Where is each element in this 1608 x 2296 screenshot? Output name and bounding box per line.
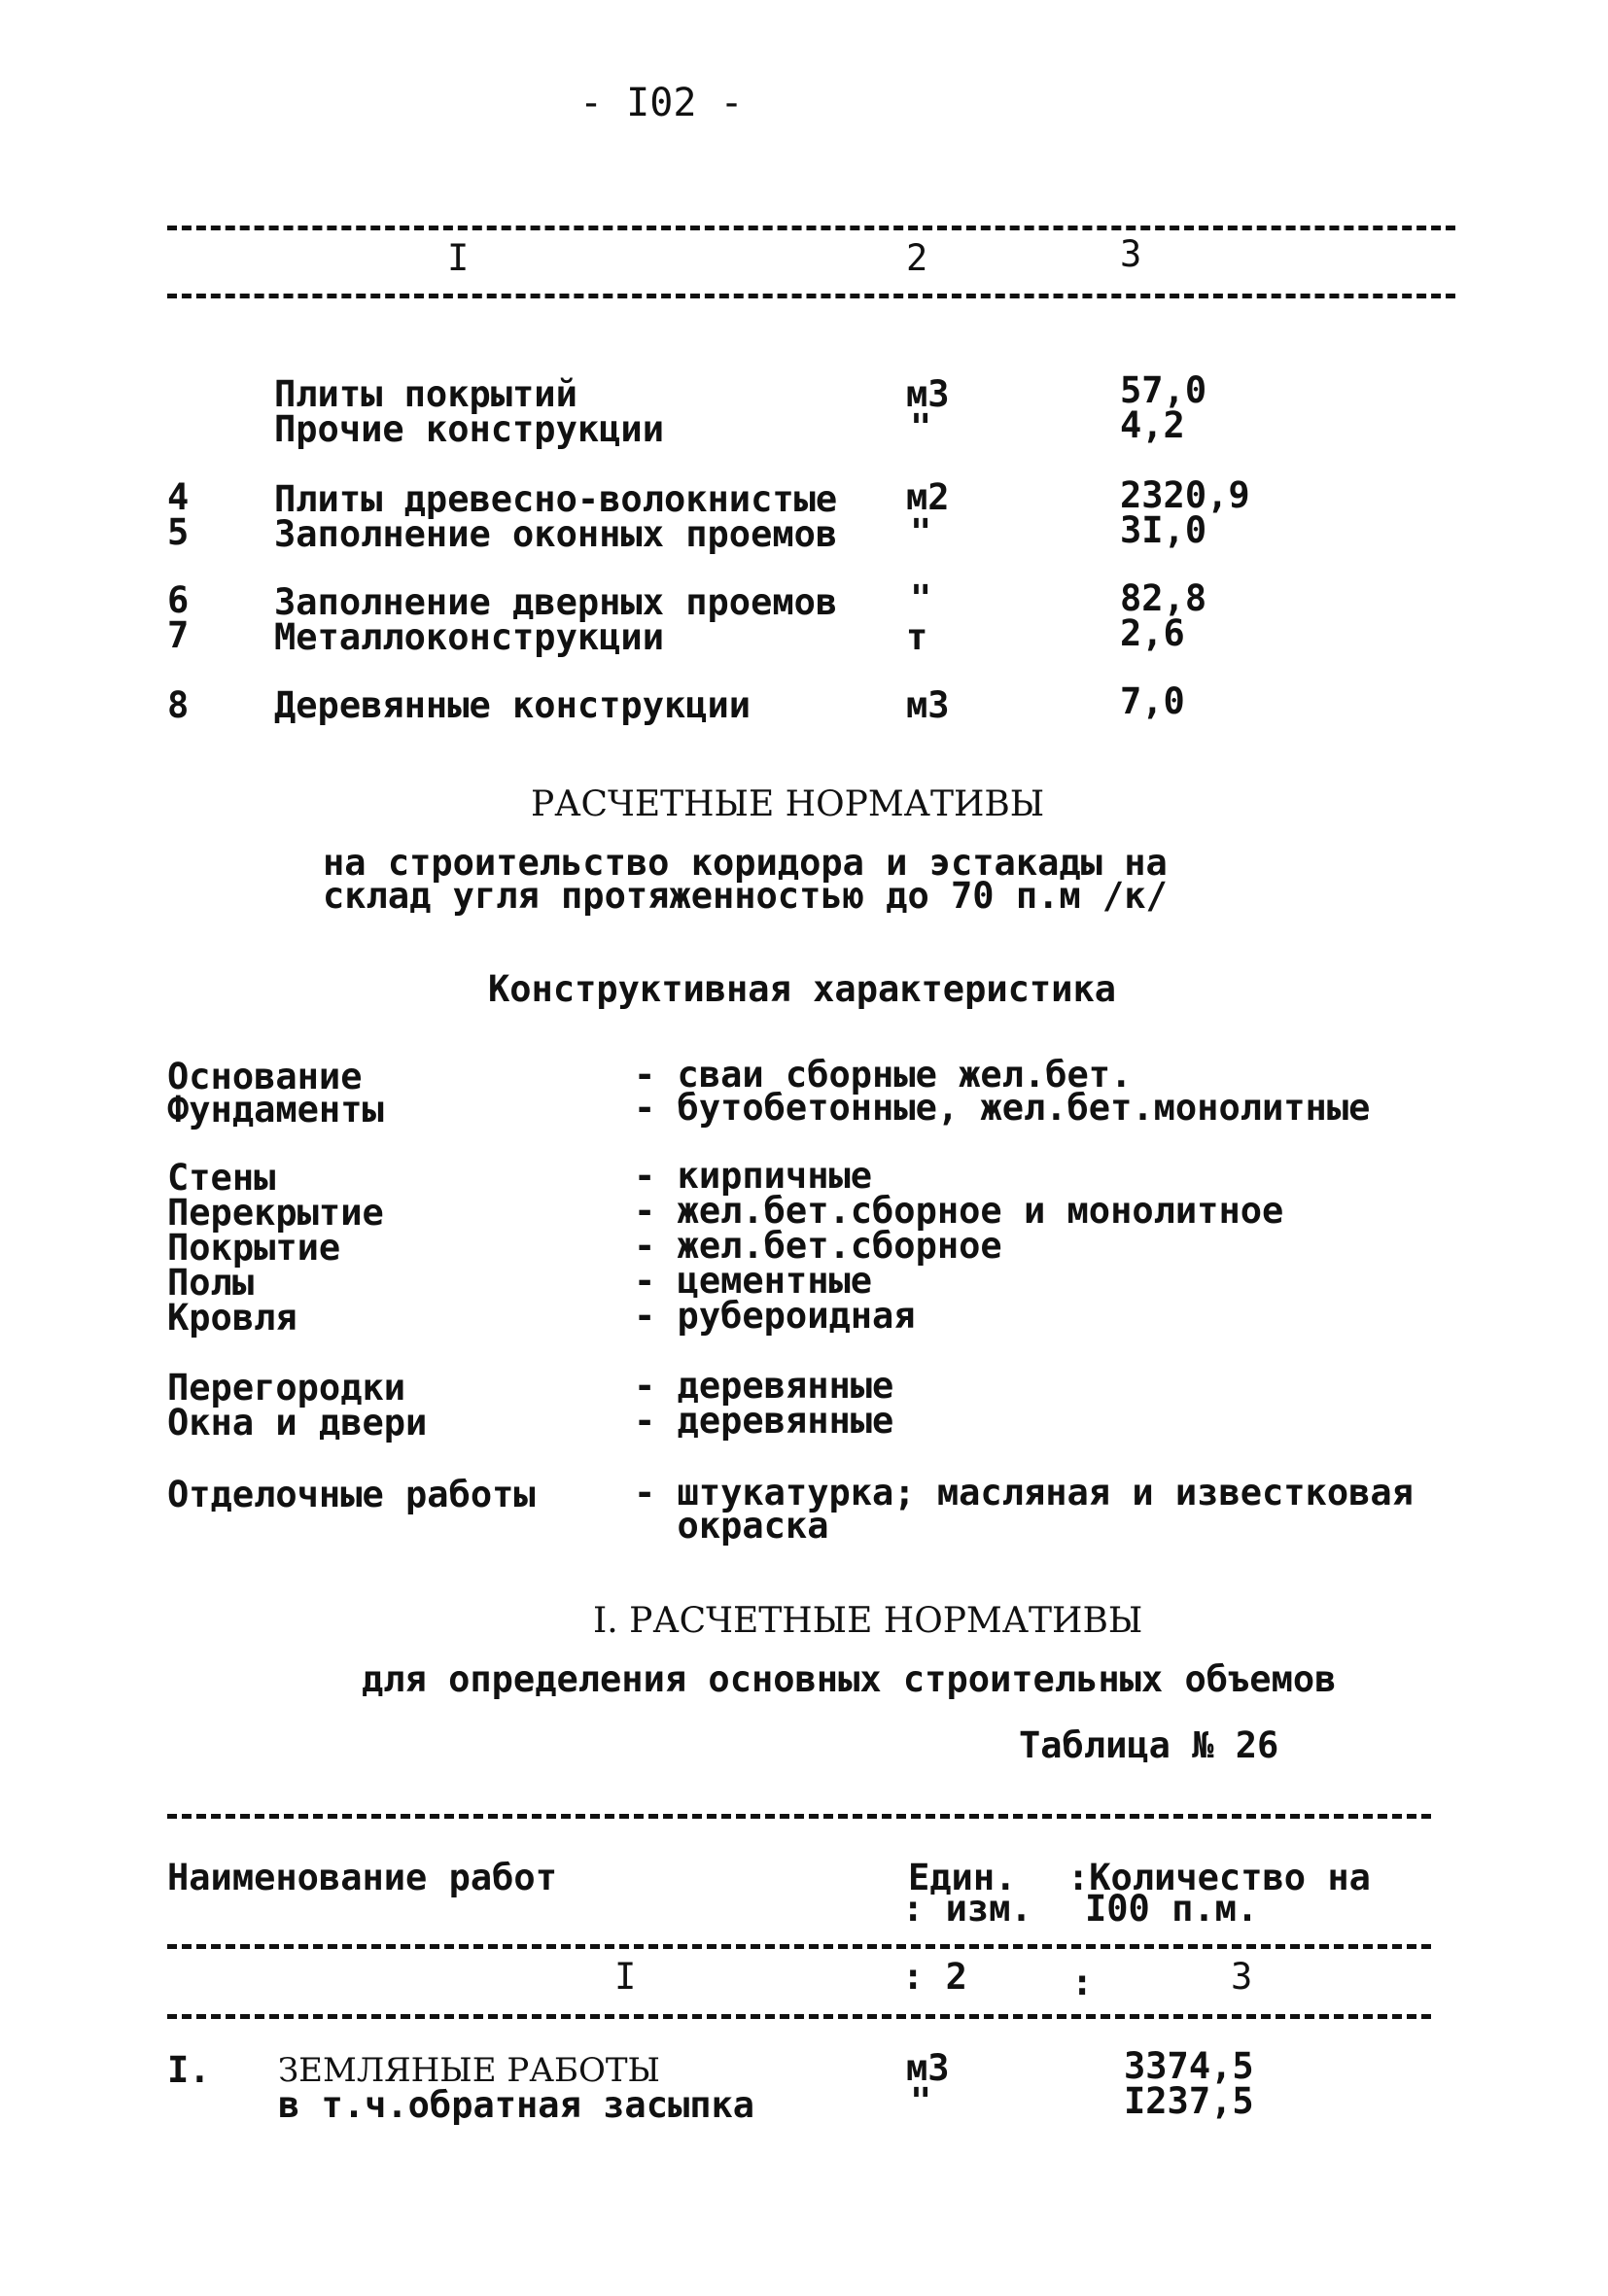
table-label: Таблица № 26	[1019, 1724, 1279, 1766]
page-number: - I02 -	[579, 81, 744, 125]
table-header-divider	[167, 294, 1455, 298]
table-row-name: Прочие конструкции	[274, 408, 664, 450]
table-row-name: Заполнение оконных проемов	[274, 513, 838, 555]
table-top-border	[167, 1814, 1431, 1819]
table-row-num: I.	[167, 2049, 211, 2091]
list-item-label: Перекрытие	[167, 1192, 384, 1234]
list-item-value: - кирпичные	[634, 1155, 873, 1197]
list-item-value: окраска	[634, 1505, 829, 1547]
table-row-unit: "	[910, 577, 932, 619]
table-row-unit: м3	[906, 2047, 950, 2089]
table-row-unit: "	[910, 511, 932, 553]
list-item-label: Перегородки	[167, 1367, 406, 1409]
list-item-value: - сваи сборные жел.бет.	[634, 1054, 1133, 1096]
list-item-label: Основание	[167, 1056, 363, 1097]
list-item-label: Отделочные работы	[167, 1474, 536, 1515]
constructive-heading: Конструктивная характеристика	[488, 968, 1117, 1010]
table-row-qty: 2320,9	[1120, 474, 1250, 516]
table-subheader-divider	[167, 2014, 1431, 2019]
list-item-value: - штукатурка; масляная и известковая	[634, 1472, 1414, 1513]
list-item-value: - деревянные	[634, 1365, 894, 1407]
section-subtitle-line2: склад угля протяженностью до 70 п.м /к/	[323, 875, 1168, 917]
list-item-label: Окна и двери	[167, 1402, 428, 1444]
section-subtitle-line1: на строительство коридора и эстакады на	[323, 842, 1168, 884]
list-item-label: Стены	[167, 1157, 276, 1199]
bottom-table-col2-header-line2: : изм.	[902, 1888, 1032, 1930]
list-item-label: Фундаменты	[167, 1089, 384, 1131]
list-item-value: - рубероидная	[634, 1295, 916, 1337]
bottom-table-col2-header: Един.	[908, 1857, 1017, 1898]
bottom-table-col3-header-line2: I00 п.м.	[1085, 1888, 1259, 1930]
list-item-value: - цементные	[634, 1260, 873, 1302]
table-row-qty: 4,2	[1120, 404, 1185, 446]
table-row-qty: I237,5	[1124, 2080, 1254, 2122]
bottom-table-num-col1: I	[614, 1956, 637, 1998]
list-item-value: - жел.бет.сборное и монолитное	[634, 1190, 1284, 1232]
col2-header-text: изм.	[945, 1888, 1032, 1930]
section-title: РАСЧЕТНЫЕ НОРМАТИВЫ	[531, 784, 1045, 824]
table-row-unit: т	[906, 616, 928, 658]
table-row-num: 5	[167, 511, 190, 553]
table-row-unit: м3	[906, 684, 950, 726]
table-row-unit: "	[910, 2080, 932, 2122]
table-row-name: ЗЕМЛЯНЫЕ РАБОТЫ	[278, 2051, 660, 2090]
table-row-unit: м3	[906, 373, 950, 415]
table-row-num: 7	[167, 614, 190, 656]
top-table-col1-header: I	[447, 237, 470, 279]
bottom-table-col1-header: Наименование работ	[167, 1857, 557, 1898]
table-row-name: Деревянные конструкции	[274, 684, 752, 726]
list-item-label: Покрытие	[167, 1227, 341, 1269]
list-item-value: - деревянные	[634, 1400, 894, 1442]
bottom-table-num-col3: 3	[1231, 1956, 1253, 1998]
top-table-col2-header: 2	[906, 237, 928, 279]
table-header-divider	[167, 1944, 1431, 1949]
list-item-label: Кровля	[167, 1297, 297, 1339]
table-row-num: 6	[167, 579, 190, 621]
section-subtitle: для определения основных строительных объемов	[362, 1658, 1337, 1700]
table-row-unit: м2	[906, 476, 950, 518]
bottom-table-num-col-sep: :	[1071, 1962, 1094, 2003]
bottom-table-num-col2: : 2	[902, 1956, 967, 1998]
num-col2-text: 2	[945, 1956, 967, 1998]
table-row-name: Заполнение дверных проемов	[274, 581, 838, 623]
list-item-value: - жел.бет.сборное	[634, 1225, 1002, 1267]
table-row-qty: 57,0	[1120, 369, 1207, 411]
table-row-name: Плиты покрытий	[274, 373, 577, 415]
list-item-value: - бутобетонные, жел.бет.монолитные	[634, 1087, 1371, 1129]
table-row-unit: "	[910, 406, 932, 448]
section-title: I. РАСЧЕТНЫЕ НОРМАТИВЫ	[593, 1601, 1143, 1641]
table-row-qty: 3374,5	[1124, 2045, 1254, 2087]
table-row-qty: 82,8	[1120, 577, 1207, 619]
table-row-num: 8	[167, 684, 190, 726]
table-row-qty: 7,0	[1120, 680, 1185, 722]
bottom-table-col3-header: :Количество на	[1067, 1857, 1371, 1898]
table-row-name: в т.ч.обратная засыпка	[278, 2084, 755, 2126]
top-table-col3-header: 3	[1120, 233, 1142, 275]
table-row-qty: 2,6	[1120, 612, 1185, 654]
table-row-name: Металлоконструкции	[274, 616, 664, 658]
table-row-num: 4	[167, 476, 190, 518]
table-row-qty: 3I,0	[1120, 509, 1207, 551]
col3-header-text: Количество на	[1089, 1857, 1371, 1898]
table-top-border	[167, 226, 1455, 230]
table-row-name: Плиты древесно-волокнистые	[274, 478, 838, 520]
list-item-label: Полы	[167, 1262, 255, 1304]
